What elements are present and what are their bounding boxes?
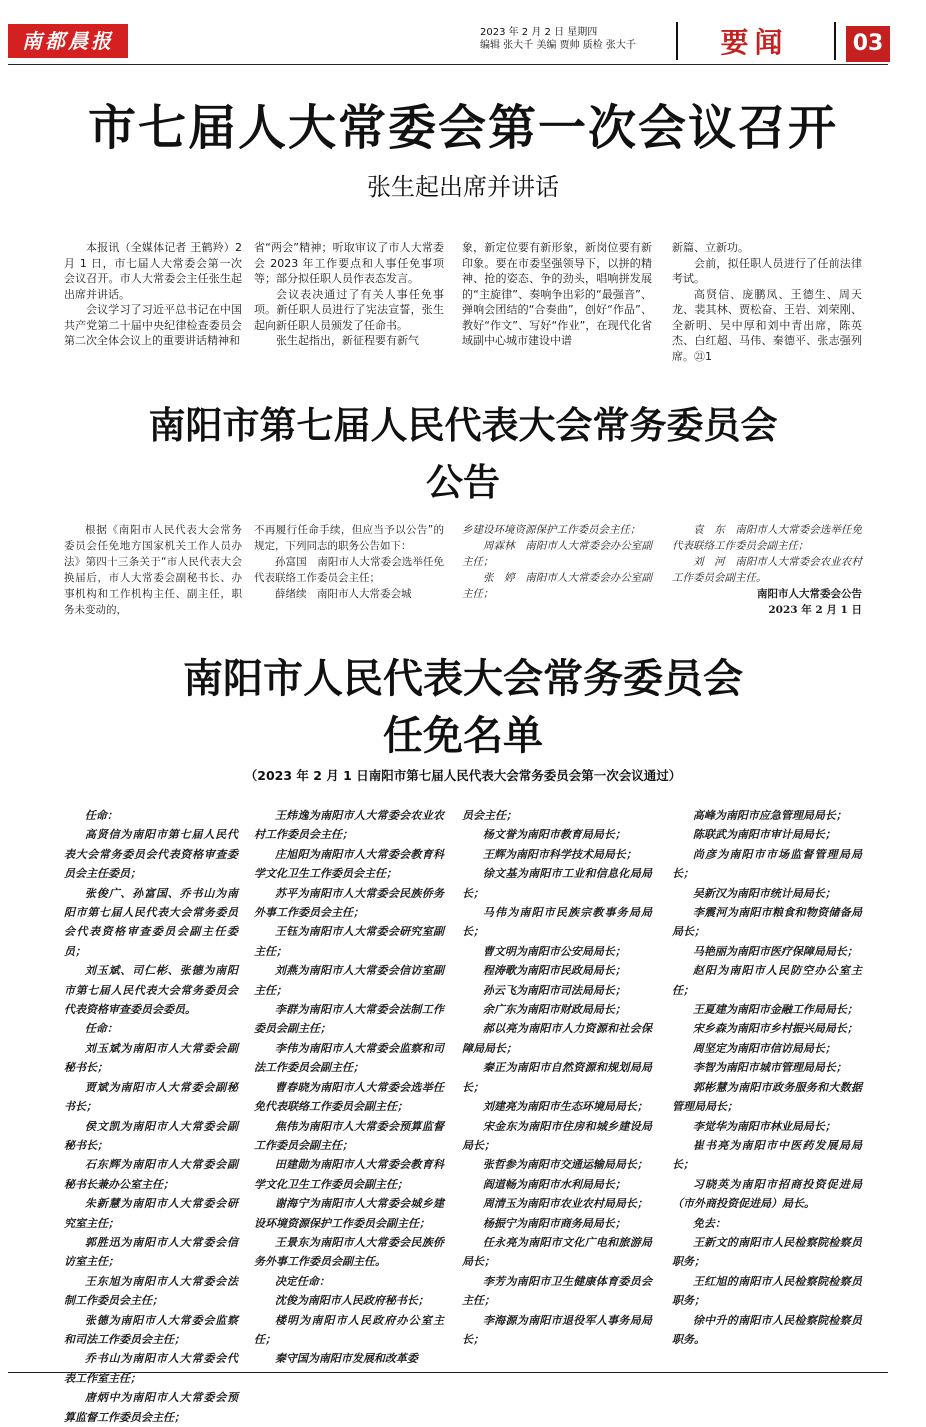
list-item: 刘玉斌为南阳市人大常委会副秘书长；: [64, 1041, 238, 1075]
paragraph: 根据《南阳市人民代表大会常务委员会任免地方国家机关工作人员办法》第四十三条关于“市人民代表大会换届后，市人大常委会副秘书长、办事机构和工作机构主任、副主任，职务未变动的，: [64, 524, 242, 616]
list-item: 马艳丽为南阳市医疗保障局局长；: [692, 944, 858, 958]
masthead: [0, 0, 926, 70]
section-name: 要闻: [720, 26, 789, 59]
article-1-col-1: [64, 240, 242, 349]
article-2-col-1: [64, 522, 242, 618]
list-item: 王辉为南阳市科学技术局局长；: [482, 847, 637, 861]
list-item: 程涛歌为南阳市民政局局长；: [482, 964, 626, 978]
list-item: 高贤信为南阳市第七届人民代表大会常务委员会代表资格审查委员会主任委员；: [64, 828, 238, 881]
paragraph: 张生起指出，新征程要有新气: [276, 334, 419, 347]
paragraph: 会议学习了习近平总书记在中国共产党第二十届中央纪律检查委员会第二次全体会议上的重要讲话精神和: [64, 303, 242, 347]
list-item: 刘燕为南阳市人大常委会信访室副主任；: [254, 964, 444, 997]
paragraph: 刘 河 南阳市人大常委会农业农村工作委员会副主任。: [672, 556, 862, 584]
announcement-date: 2023 年 2 月 1 日: [768, 604, 862, 616]
paragraph: 省“两会”精神；听取审议了市人大常委会 2023 年工作要点和人事任免事项等；部分拟任职人员作表态发言。: [254, 241, 444, 285]
paragraph: 薛绪续 南阳市人大常委会城: [275, 588, 412, 600]
list-item: 员会主任；: [462, 809, 517, 822]
dateline: [480, 26, 636, 52]
article-1-col-4: [672, 240, 862, 364]
paragraph: 会前，拟任职人员进行了任前法律考试。: [672, 256, 862, 285]
list-item: 张德为南阳市人大常委会监察和司法工作委员会主任；: [64, 1313, 238, 1346]
list-item: 王夏建为南阳市金融工作局局长；: [692, 1003, 858, 1017]
list-item: 李觉华为南阳市林业局局长；: [692, 1119, 836, 1133]
paragraph: 高贤信、庞鹏凤、王德生、周天龙、裴其林、贾松奋、王岩、刘荣刚、全新明、吴中厚和刘中青出席，陈英杰、白红超、马伟、秦德平、张志强列席。㉑1: [672, 287, 862, 363]
paragraph: 新篇、立新功。: [672, 241, 749, 254]
list-item: 马伟为南阳市民族宗教事务局局长；: [462, 906, 652, 939]
paragraph: 袁 东 南阳市人大常委会选举任免代表联络工作委员会副主任；: [672, 524, 862, 552]
list-item: 田建勋为南阳市人大常委会教育科学文化卫生工作委员会副主任；: [254, 1158, 444, 1191]
list-item: 李群为南阳市人大常委会法制工作委员会副主任；: [254, 1003, 444, 1036]
list-item: 郭胜迅为南阳市人大常委会信访室主任；: [64, 1235, 238, 1269]
list-item: 刘玉斌、司仁彬、张德为南阳市第七届人民代表大会常务委员会代表资格审查委员会委员。: [64, 964, 238, 1017]
list-note: （2023 年 2 月 1 日南阳市第七届人民代表大会常务委员会第一次会议通过）: [244, 768, 682, 783]
masthead-rule: [8, 64, 888, 65]
list-item: 朱新慧为南阳市人大常委会研究室主任；: [64, 1197, 238, 1230]
list-item: 李芳为南阳市卫生健康体育委员会主任；: [462, 1274, 652, 1308]
footer-rule: [8, 1372, 888, 1373]
list-item: 唐炳中为南阳市人大常委会预算监督工作委员会主任；: [64, 1391, 238, 1424]
headline-2: 南阳市第七届人民代表大会常务委员会: [148, 403, 778, 447]
list-item: 曹文明为南阳市公安局局长；: [482, 944, 626, 958]
list-item: 吴新汉为南阳市统计局局长；: [692, 886, 836, 900]
paragraph: 孙富国 南阳市人大常委会选举任免代表联络工作委员会主任；: [254, 556, 444, 584]
paragraph: 张 婷 南阳市人大常委会办公室副主任；: [462, 572, 652, 600]
list-item: 焦伟为南阳市人大常委会预算监督工作委员会副主任；: [254, 1119, 444, 1152]
list-item: 曹春晓为南阳市人大常委会选举任免代表联络工作委员会副主任；: [254, 1080, 444, 1114]
list-item: 王钰为南阳市人大常委会研究室副主任；: [254, 925, 444, 958]
article-1-col-3: [462, 240, 652, 349]
list-item: 庄旭阳为南阳市人大常委会教育科学文化卫生工作委员会主任；: [254, 847, 444, 881]
list-item: 高峰为南阳市应急管理局局长；: [692, 809, 847, 822]
article-2-col-3: [462, 522, 652, 602]
list-item: 秦正为南阳市自然资源和规划局局长；: [462, 1061, 652, 1094]
issue-date: 2023 年 2 月 2 日 星期四: [480, 27, 598, 38]
list-item: 任永亮为南阳市文化广电和旅游局局长；: [462, 1235, 652, 1269]
headline-2-sub: 公告: [426, 460, 500, 504]
headline-3: 南阳市人民代表大会常务委员会: [183, 655, 743, 702]
newspaper-logo: 南都晨报: [8, 24, 128, 58]
article-2-col-2: [254, 522, 444, 602]
list-item: 李震河为南阳市粮食和物资储备局局长；: [672, 906, 862, 939]
list-item: 余广东为南阳市财政局局长；: [482, 1003, 626, 1017]
list-item: 楼明为南阳市人民政府办公室主任；: [254, 1313, 444, 1346]
list-item: 郝以亮为南阳市人力资源和社会保障局局长；: [462, 1022, 652, 1055]
list-item: 崔书亮为南阳市中医药发展局局长；: [672, 1138, 862, 1172]
paragraph: 乡建设环境资源保护工作委员会主任；: [462, 524, 641, 536]
paragraph: 会议表决通过了有关人事任免事项。新任职人员进行了宪法宣誓，张生起向新任职人员颁发了任命书。: [254, 287, 444, 332]
list-item: 王景东为南阳市人大常委会民族侨务外事工作委员会副主任。: [254, 1235, 444, 1269]
list-item: 李伟为南阳市人大常委会监察和司法工作委员会副主任；: [254, 1041, 444, 1075]
list-item: 李智为南阳市城市管理局局长；: [692, 1061, 847, 1075]
list-item: 任命：: [84, 1022, 118, 1036]
list-item: 侯文凯为南阳市人大常委会副秘书长；: [64, 1119, 238, 1152]
article-1-col-2: [254, 240, 444, 349]
list-item: 王新文的南阳市人民检察院检察员职务；: [672, 1235, 862, 1269]
article-2-col-4: [672, 522, 862, 618]
list-item: 石东辉为南阳市人大常委会副秘书长兼办公室主任；: [64, 1158, 238, 1191]
list-col-2: [254, 806, 444, 1369]
list-item: 周清玉为南阳市农业农村局局长；: [482, 1197, 648, 1211]
list-item: 阎道畅为南阳市水利局局长；: [482, 1177, 626, 1191]
list-col-1: [64, 806, 238, 1427]
list-item: 刘建亮为南阳市生态环境局局长；: [482, 1100, 648, 1114]
list-item: 贾斌为南阳市人大常委会副秘书长；: [64, 1080, 238, 1114]
list-item: 宋乡森为南阳市乡村振兴局局长；: [692, 1022, 858, 1036]
list-item: 苏平为南阳市人大常委会民族侨务外事工作委员会主任；: [254, 886, 444, 920]
paragraph: 本报讯（全媒体记者 王鹤羚）2 月 1 日，市七届人大常委会第一次会议召开。市人大常委会主任张生起出席并讲话。: [64, 241, 242, 301]
list-item: 陈联武为南阳市审计局局长；: [692, 828, 836, 842]
list-item: 王东旭为南阳市人大常委会法制工作委员会主任；: [64, 1274, 238, 1308]
list-item: 王炜逸为南阳市人大常委会农业农村工作委员会主任；: [254, 809, 444, 842]
list-item: 习晓英为南阳市招商投资促进局（市外商投资促进局）局长。: [672, 1177, 862, 1211]
list-item: 杨文誉为南阳市教育局局长；: [482, 828, 626, 842]
list-col-3: [462, 806, 652, 1349]
list-item: 任命：: [84, 809, 118, 822]
list-item: 王红旭的南阳市人民检察院检察员职务；: [672, 1274, 862, 1308]
list-item: 谢海宁为南阳市人大常委会城乡建设环境资源保护工作委员会副主任；: [254, 1197, 444, 1230]
list-item: 决定任命：: [274, 1274, 330, 1288]
divider: [834, 22, 836, 60]
list-item: 张俊广、孙富国、乔书山为南阳市第七届人民代表大会常务委员会代表资格审查委员会副主任委员；: [64, 886, 238, 958]
list-item: 赵阳为南阳市人民防空办公室主任；: [672, 964, 862, 997]
list-item: 乔书山为南阳市人大常委会代表工作室主任；: [64, 1352, 238, 1385]
paragraph: 象，新定位要有新形象，新岗位要有新印象。要在市委坚强领导下，以拼的精神、抢的姿态、争的劲头，唱响拼发展的“主旋律”、奏响争出彩的“最强音”、弹响会团结的“合奏曲”，创好“作品”、教好“作文”、写好“作业”，在现代化省域副中心城市建设中谱: [462, 241, 652, 347]
paragraph: 不再履行任命手续，但应当予以公告”的规定，下列同志的职务公告如下：: [254, 524, 444, 552]
list-item: 李海源为南阳市退役军人事务局局长；: [462, 1313, 652, 1346]
editor-credits: 编辑 张大千 美编 贾帅 质检 张大千: [480, 40, 636, 51]
subheadline-1: 张生起出席并讲话: [367, 173, 559, 201]
list-item: 秦守国为南阳市发展和改革委: [274, 1352, 418, 1366]
list-item: 徐文基为南阳市工业和信息化局局长；: [462, 867, 652, 900]
list-item: 徐中升的南阳市人民检察院检察员职务。: [672, 1313, 862, 1346]
announcement-signature: 南阳市人大常委会公告: [757, 588, 862, 600]
page-number: 03: [846, 26, 890, 62]
list-item: 免去：: [692, 1216, 726, 1230]
list-item: 尚彦为南阳市市场监督管理局局长；: [672, 847, 862, 881]
list-item: 沈俊为南阳市人民政府秘书长；: [274, 1294, 429, 1308]
list-item: 孙云飞为南阳市司法局局长；: [482, 983, 626, 997]
list-item: 杨振宁为南阳市商务局局长；: [482, 1216, 626, 1230]
list-item: 周坚定为南阳市信访局局长；: [692, 1041, 836, 1055]
paragraph: 周霖林 南阳市人大常委会办公室副主任；: [462, 540, 652, 568]
divider: [676, 22, 678, 60]
headline-3-line-2: 任免名单: [383, 712, 543, 759]
list-item: 张哲参为南阳市交通运输局局长；: [482, 1158, 648, 1172]
list-item: 郭彬慧为南阳市政务服务和大数据管理局局长；: [672, 1080, 862, 1114]
list-item: 宋金东为南阳市住房和城乡建设局局长；: [462, 1119, 652, 1152]
headline-1: 市七届人大常委会第一次会议召开: [87, 100, 838, 156]
list-col-4: [672, 806, 862, 1349]
